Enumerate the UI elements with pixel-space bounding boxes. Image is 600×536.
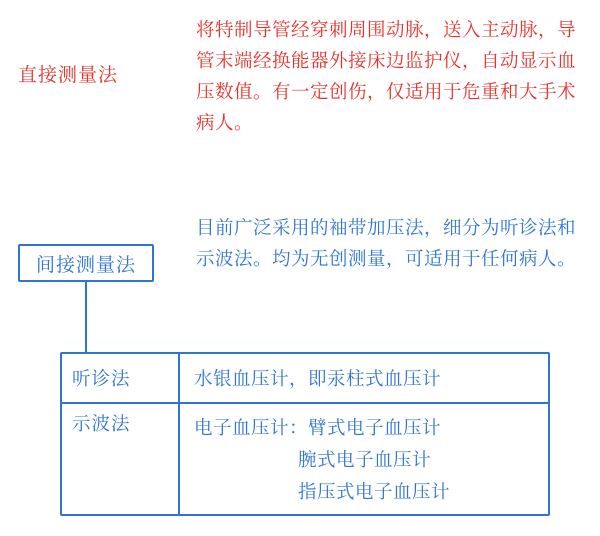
indirect-method-description: 目前广泛采用的袖带加压法，细分为听诊法和示波法。均为无创测量，可适用于任何病人。: [196, 217, 577, 269]
indirect-method-box: [18, 244, 154, 282]
direct-method-label: 直接测量法: [18, 65, 119, 86]
oscillometric-line-2: 腕式电子血压计: [298, 449, 432, 470]
oscillometric-line-1: 电子血压计：臂式电子血压计: [194, 417, 442, 438]
row-label-oscillometric: 示波法: [62, 404, 180, 514]
oscillometric-line-3: 指压式电子血压计: [298, 481, 451, 502]
indirect-method-label: 间接测量法: [35, 254, 136, 276]
methods-table: [60, 352, 550, 516]
table-row: [62, 404, 548, 514]
row-value-auscultation: 水银血压计，即汞柱式血压计: [194, 368, 442, 389]
table-row: [62, 354, 548, 404]
row-label-auscultation: 听诊法: [62, 354, 180, 402]
row-value-oscillometric: [180, 404, 548, 514]
direct-method-description: 将特制导管经穿刺周围动脉，送入主动脉，导管末端经换能器外接床边监护仪，自动显示血压数值。有一定创伤，仅适用于危重和大手术病人。: [196, 19, 577, 133]
